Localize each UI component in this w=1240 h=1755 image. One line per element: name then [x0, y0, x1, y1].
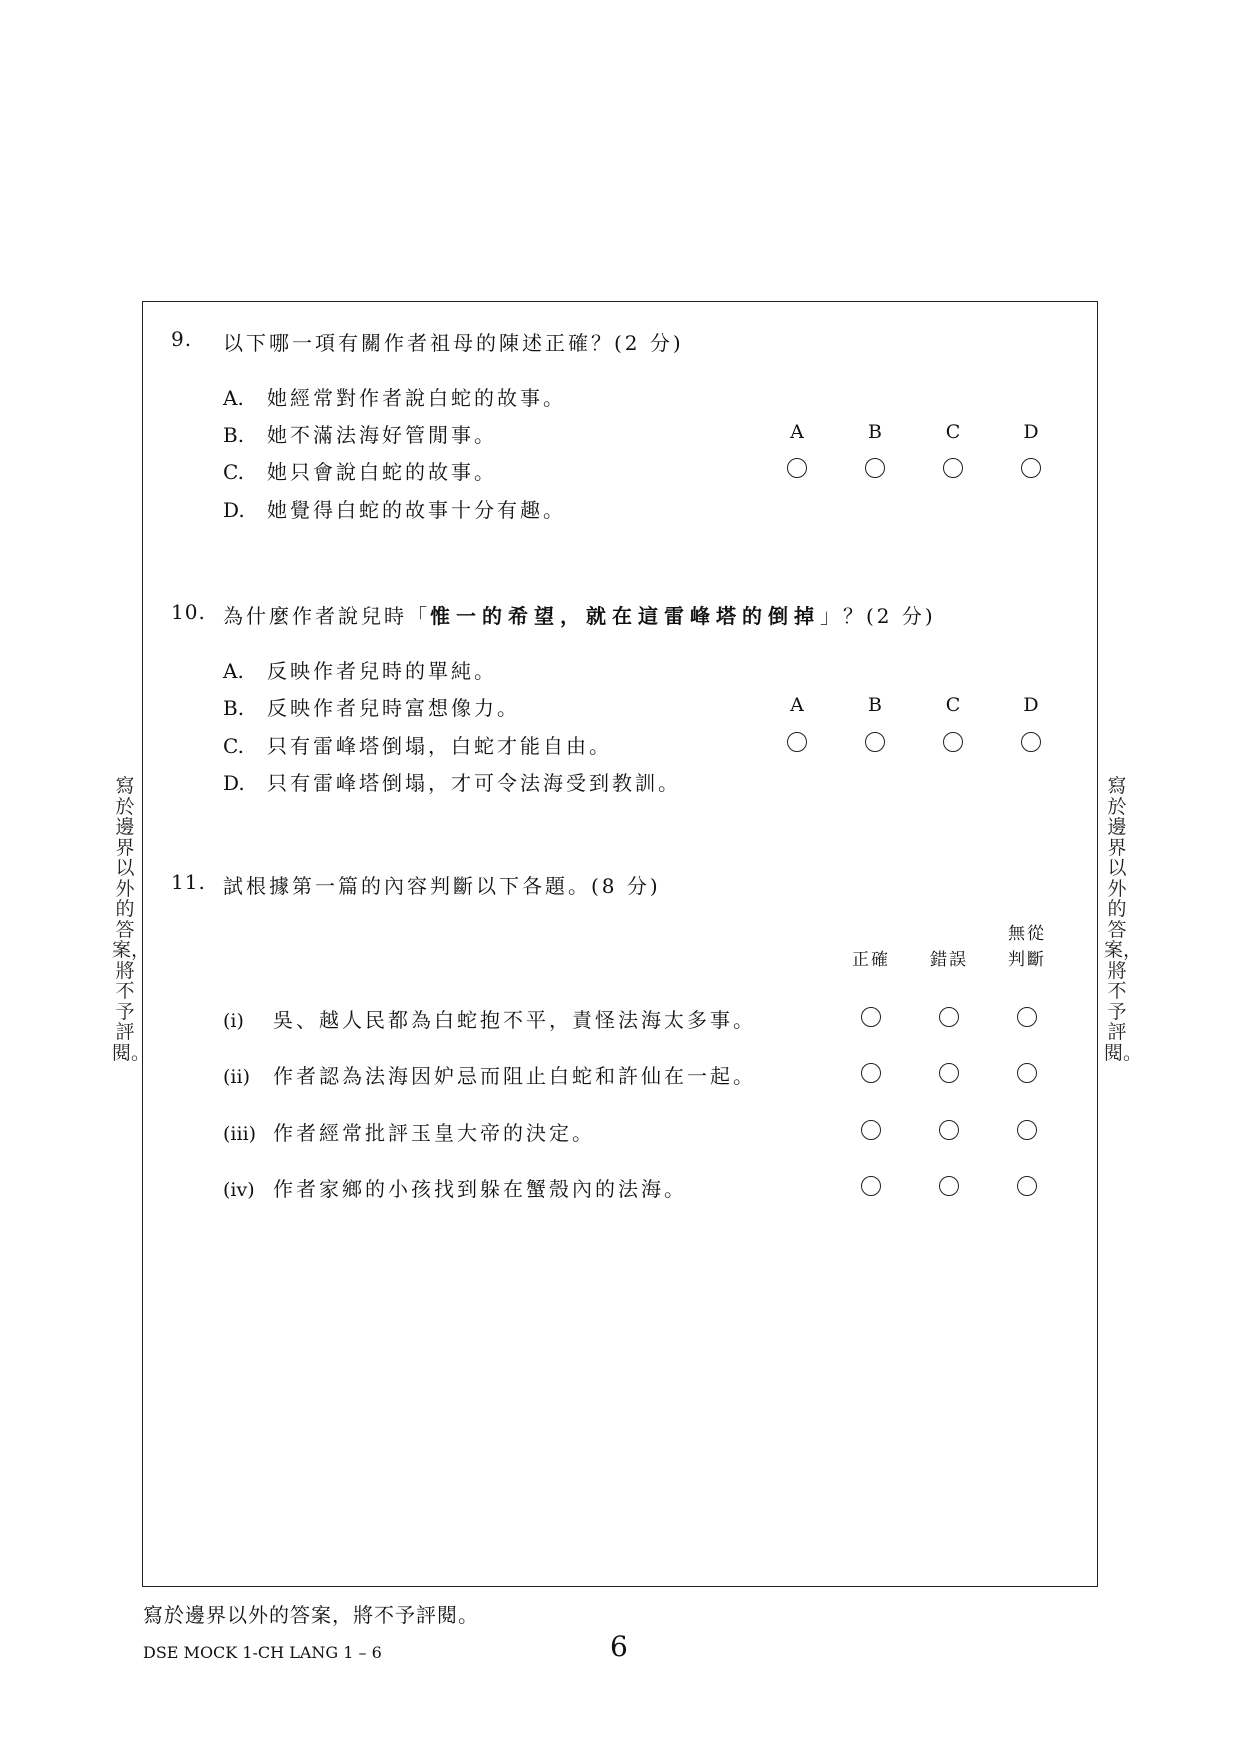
q11-iv-cannot-judge-bubble[interactable] [1017, 1176, 1037, 1196]
q9-option-a [223, 382, 566, 411]
q11-iii-wrong-bubble[interactable] [939, 1120, 959, 1140]
page-number: 6 [610, 1630, 628, 1663]
q9-choice-letter-d: D [1023, 421, 1039, 443]
q11-iv-correct-bubble[interactable] [861, 1176, 881, 1196]
option-text: 只有雷峰塔倒塌，白蛇才能自由。 [267, 734, 612, 758]
option-label: D. [223, 498, 245, 522]
q9-choice-letter-c: C [945, 421, 961, 443]
option-label: A. [223, 386, 244, 410]
statement-roman: (iii) [223, 1123, 257, 1145]
option-label: A. [223, 659, 244, 683]
q11-text: 試根據第一篇的內容判斷以下各題。(8 分) [223, 874, 661, 898]
option-text: 她經常對作者說白蛇的故事。 [267, 386, 566, 410]
statement-roman: (iv) [223, 1179, 255, 1201]
q11-statement-iii [223, 1117, 595, 1146]
q11-iii-correct-bubble[interactable] [861, 1120, 881, 1140]
q11-i-wrong-bubble[interactable] [939, 1007, 959, 1027]
q11-i-correct-bubble[interactable] [861, 1007, 881, 1027]
option-text: 反映作者兒時富想像力。 [267, 696, 520, 720]
q10-quote: 惟一的希望，就在這雷峰塔的倒掉 [430, 604, 820, 628]
q9-text: 以下哪一項有關作者祖母的陳述正確？(2 分) [223, 331, 684, 355]
q11-header-cannot-line1: 無從 [1008, 924, 1046, 944]
statement-text: 作者經常批評玉皇大帝的決定。 [273, 1121, 595, 1145]
q11-iii-cannot-judge-bubble[interactable] [1017, 1120, 1037, 1140]
q10-choice-letter-d: D [1023, 694, 1039, 716]
statement-roman: (i) [223, 1010, 244, 1032]
option-text: 反映作者兒時的單純。 [267, 659, 497, 683]
q11-ii-wrong-bubble[interactable] [939, 1063, 959, 1083]
q10-text [223, 600, 936, 629]
q10-option-d [223, 767, 681, 796]
q11-ii-correct-bubble[interactable] [861, 1063, 881, 1083]
q11-i-cannot-judge-bubble[interactable] [1017, 1007, 1037, 1027]
q11-statement-i [223, 1004, 756, 1033]
side-note-left: 寫於邊界以外的答案，將不予評閱。 [112, 775, 151, 1064]
statement-text: 吳、越人民都為白蛇抱不平，責怪法海太多事。 [273, 1008, 756, 1032]
option-text: 她不滿法海好管閒事。 [267, 423, 497, 447]
q11-header-wrong: 錯誤 [930, 950, 968, 970]
q10-number: 10. [171, 600, 206, 624]
q11-header-cannot-line2: 判斷 [1008, 950, 1046, 970]
q10-bubble-a[interactable] [787, 732, 807, 752]
q10-bubble-b[interactable] [865, 732, 885, 752]
q9-option-b [223, 419, 497, 448]
q9-option-c [223, 456, 497, 485]
q11-header-correct: 正確 [852, 950, 890, 970]
q10-choice-letter-a: A [790, 694, 804, 716]
statement-text: 作者認為法海因妒忌而阻止白蛇和許仙在一起。 [273, 1064, 756, 1088]
q11-statement-iv [223, 1173, 687, 1202]
q9-bubble-a[interactable] [787, 458, 807, 478]
statement-text: 作者家鄉的小孩找到躲在蟹殼內的法海。 [273, 1177, 687, 1201]
option-label: C. [223, 460, 244, 484]
q10-choice-letter-b: B [868, 694, 882, 716]
q10-option-c [223, 730, 612, 759]
exam-code: DSE MOCK 1-CH LANG 1 – 6 [143, 1643, 382, 1662]
q9-option-d [223, 494, 566, 523]
option-text: 她只會說白蛇的故事。 [267, 460, 497, 484]
q9-choice-letter-a: A [790, 421, 804, 443]
q10-bubble-d[interactable] [1021, 732, 1041, 752]
option-label: B. [223, 696, 245, 720]
q10-option-b [223, 692, 520, 721]
q9-number: 9. [171, 327, 193, 351]
q10-bubble-c[interactable] [943, 732, 963, 752]
q10-text-before: 為什麼作者說兒時「 [223, 604, 430, 628]
q9-bubble-b[interactable] [865, 458, 885, 478]
q9-bubble-d[interactable] [1021, 458, 1041, 478]
q9-bubble-c[interactable] [943, 458, 963, 478]
q9-choice-letter-b: B [868, 421, 882, 443]
option-label: D. [223, 771, 245, 795]
q11-statement-ii [223, 1060, 756, 1089]
q10-option-a [223, 655, 497, 684]
statement-roman: (ii) [223, 1066, 250, 1088]
q10-text-after: 」？(2 分) [820, 604, 936, 628]
q11-header-cannot-judge [997, 921, 1057, 973]
footer-note: 寫於邊界以外的答案，將不予評閱。 [143, 1603, 479, 1627]
side-note-right: 寫於邊界以外的答案，將不予評閱。 [1104, 775, 1143, 1064]
option-label: B. [223, 423, 245, 447]
q11-number: 11. [171, 870, 206, 894]
q11-ii-cannot-judge-bubble[interactable] [1017, 1063, 1037, 1083]
option-label: C. [223, 734, 244, 758]
q11-iv-wrong-bubble[interactable] [939, 1176, 959, 1196]
option-text: 只有雷峰塔倒塌，才可令法海受到教訓。 [267, 771, 681, 795]
option-text: 她覺得白蛇的故事十分有趣。 [267, 498, 566, 522]
q10-choice-letter-c: C [945, 694, 961, 716]
